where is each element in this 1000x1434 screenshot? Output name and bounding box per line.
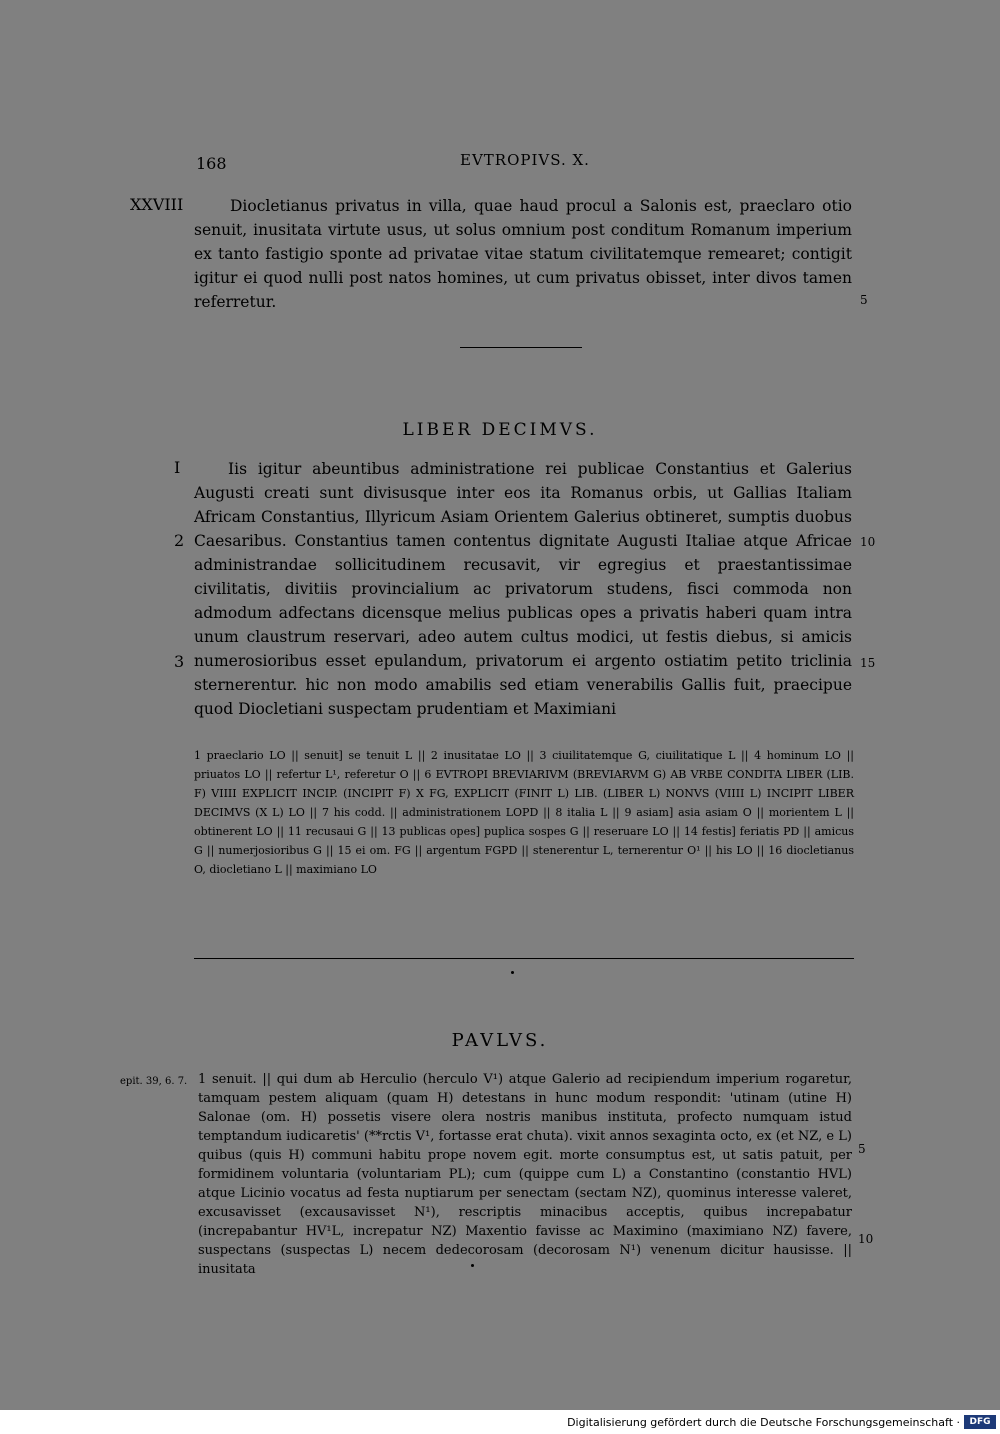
paulus-text	[198, 1070, 852, 1279]
apparatus-divider	[194, 958, 854, 959]
section-divider	[460, 347, 582, 348]
paulus-heading: PAVLVS.	[451, 1030, 549, 1051]
paulus-side-reference: epit. 39, 6. 7.	[120, 1076, 188, 1087]
bottom-dot	[471, 1264, 474, 1267]
page-number: 168	[196, 154, 227, 173]
paulus-paragraph: 1 senuit. || qui dum ab Herculio (herculo V¹) atque Galerio ad recipiendum imperium rogaretur, tamquam pestem aliquam (quam H) detestans in hunc modum respondit: 'utinam (utine H) Salonae (om. H) possetis visere olera nostris manibus instituta, profecto numquam istud temptandum iudicaretis' (**rctis V¹, fortasse erat chuta). vixit annos sexaginta octo, ex (et NZ, e L) quibus (quis H) communi habitu prope novem egit. morte consumptus est, ut satis patuit, per formidinem voluntaria (voluntariam PL); cum (quippe cum L) a Constantino (constantio HVL) atque Licinio vocatus ad festa nuptiarum per senectam (sectam NZ), quominus interesse valeret, excusavisset (excausavisset N¹), rescriptis minacibus acceptis, quibus increpabatur (increpabantur HV¹L, increpatur NZ) Maxentio favisse ac Maximino (maximiano NZ) favere, suspectans (suspectas L) necem dedecorosam (decorosam N¹) venenum dicitur hausisse. || inusitata	[198, 1072, 852, 1277]
page-dot	[511, 971, 514, 974]
paulus-line-number-5: 5	[858, 1142, 866, 1156]
section-marker-xxviii: XXVIII	[130, 195, 184, 214]
chapter-marker-3: 3	[174, 652, 185, 671]
book-heading: LIBER DECIMVS.	[402, 420, 598, 440]
line-number-10: 10	[860, 535, 876, 549]
running-title: EVTROPIVS. X.	[460, 151, 590, 169]
book10-text: Iis igitur abeuntibus administratione rei publicae Constantius et Galerius Augusti creati sunt divisusque inter eos ita Romanus orbis, ut Gallias Italiam Africam Constantius, Illyricum Asiam Orientem Galerius obtineret, sumptis duobus Caesaribus. Constantius tamen contentus dignitate Augusti Italiae atque Africae administrandae sollicitudinem recusavit, vir egregius et praestantissimae civilitatis, divitiis provincialium ac privatorum studens, fisci commoda non admodum adfectans dicensque melius publicas opes a privatis haberi quam intra unum claustrum reservari, adeo autem cultus modici, ut festis diebus, si amicis numerosioribus esset epulandum, privatorum ei argento ostiatim petito triclinia sternerentur. hic non modo amabilis sed etiam venerabilis Gallis fuit, praecipue quod Diocletiani suspectam prudentiam et Maximiani	[194, 460, 852, 718]
paulus-line-number-10: 10	[858, 1232, 874, 1246]
chapter-marker-1: I	[174, 458, 181, 477]
section-xxviii-text: Diocletianus privatus in villa, quae haud procul a Salonis est, praeclaro otio senuit, inusitata virtute usus, ut solus omnium post conditum Romanum imperium ex tanto fastigio sponte ad privatae vitae statum civilitatemque remearet; contigit igitur ei quod nulli post natos homines, ut cum privatus obisset, inter divos tamen referretur.	[194, 197, 852, 311]
chapter-marker-2: 2	[174, 531, 185, 550]
dfg-logo: DFG	[964, 1415, 996, 1429]
section-xxviii-paragraph	[194, 194, 852, 314]
book10-paragraph	[194, 457, 852, 721]
line-number-5: 5	[860, 293, 868, 307]
footer-credit: Digitalisierung gefördert durch die Deutsche Forschungsgemeinschaft ·	[567, 1416, 960, 1429]
critical-apparatus: 1 praeclario LO || senuit] se tenuit L || 2 inusitatae LO || 3 ciuilitatemque G, ciuilitatique L || 4 hominum LO || priuatos LO || refertur L¹, referetur O || 6 EVTROPI BREVIARIVM (BREVIARVM G) AB VRBE CONDITA LIBER (LIB. F) VIIII EXPLICIT INCIP. (INCIPIT F) X FG, EXPLICIT (FINIT L) LIB. (LIBER L) NONVS (VIIII L) INCIPIT LIBER DECIMVS (X L) LO || 7 his codd. || administrationem LOPD || 8 italia L || 9 asiam] asia asiam O || morientem L || obtinerent LO || 11 recusaui G || 13 publicas opes] puplica sospes G || reseruare LO || 14 festis] feriatis PD || amicus G || numerjosioribus G || 15 ei om. FG || argentum FGPD || stenerentur L, ternerentur O¹ || his LO || 16 diocletianus O, diocletiano L || maximiano LO	[194, 749, 854, 876]
line-number-15: 15	[860, 656, 876, 670]
